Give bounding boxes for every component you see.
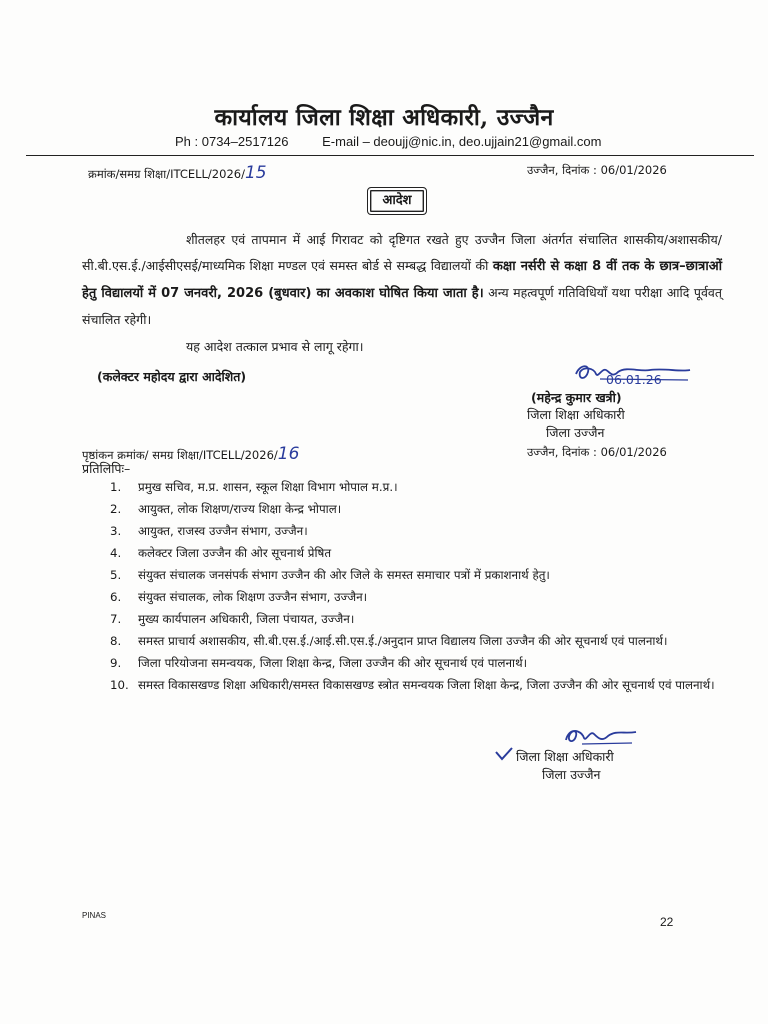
list-item: 8. समस्त प्राचार्य अशासकीय, सी.बी.एस.ई./आई.सी.एस.ई./अनुदान प्राप्त विद्यालय जिला उज्जैन की ओर सूचनार्थ एवं पालनार्थ। [110,634,668,648]
order-body-paragraph [82,227,722,333]
list-item: 4. कलेक्टर जिला उज्जैन की ओर सूचनार्थ प्रेषित [110,546,332,560]
signatory-name: (महेन्द्र कुमार खत्री) [531,390,622,405]
header-divider [26,155,754,156]
order-place-date: उज्जैन, दिनांक : 06/01/2026 [527,163,667,177]
phone-number: Ph : 0734–2517126 [175,134,289,149]
order-reference-handwritten: 15 [244,163,267,183]
signatory-place: जिला उज्जैन [546,425,605,440]
order-authority: (कलेक्टर महोदय द्वारा आदेशित) [97,369,247,384]
signatory-designation: जिला शिक्षा अधिकारी [527,407,625,422]
endorsement-reference-number: पृष्ठांकन क्रमांक/ समग्र शिक्षा/ITCELL/2026/ [82,448,278,462]
list-item: 1. प्रमुख सचिव, म.प्र. शासन, स्कूल शिक्षा विभाग भोपाल म.प्र.। [110,480,398,494]
order-body-text-1: शीतलहर एवं तापमान में आई गिरावट को दृष्टिगत रखते हुए उज्जैन जिला अंतर्गत संचालित शासकीय/अशासकीय/सी.बी.एस.ई./आईसीएसई/माध्यमिक शिक्षा मण्डल एवं समस्त बोर्ड से सम्बद्ध विद्यालयों की [82,232,722,273]
order-effect-line: यह आदेश तत्काल प्रभाव से लागू रहेगा। [186,339,364,354]
order-reference [88,163,267,183]
order-body-bold: कक्षा नर्सरी से कक्षा 8 वीं तक के छात्र–छात्राओं हेतु विद्यालयों में 07 जनवरी, 2026 (बुधवार) का अवकाश घोषित किया जाता है। [82,259,722,301]
order-heading: आदेश [367,187,427,215]
list-item: 7. मुख्य कार्यपालन अधिकारी, जिला पंचायत, उज्जैन। [110,612,355,626]
list-item: 6. संयुक्त संचालक, लोक शिक्षण उज्जैन संभाग, उज्जैन। [110,590,368,604]
order-reference-number: क्रमांक/समग्र शिक्षा/ITCELL/2026/ [88,167,245,181]
list-item: 2. आयुक्त, लोक शिक्षण/राज्य शिक्षा केन्द्र भोपाल। [110,502,342,516]
copy-to-label: प्रतिलिपिः– [82,461,131,476]
signature-date: 06.01.26 [606,372,662,387]
tick-mark [494,746,514,766]
page-number: 22 [660,915,674,929]
list-item: 5. संयुक्त संचालक जनसंपर्क संभाग उज्जैन की ओर जिले के समस्त समाचार पत्रों में प्रकाशनार्थ हेतु। [110,568,550,582]
endorsement-place-date: उज्जैन, दिनांक : 06/01/2026 [527,445,667,459]
order-body-text-2: अन्य महत्वपूर्ण गतिविधियाँ यथा परीक्षा आदि पूर्ववत् संचालित रहेगी। [82,285,723,327]
footer-tag: PINAS [82,911,107,920]
office-title: कार्यालय जिला शिक्षा अधिकारी, उज्जैन [214,104,554,131]
list-item: 9. जिला परियोजना समन्वयक, जिला शिक्षा केन्द्र, जिला उज्जैन की ओर सूचनार्थ एवं पालनार्थ। [110,656,528,670]
contact-line [175,134,601,149]
list-item: 3. आयुक्त, राजस्व उज्जैन संभाग, उज्जैन। [110,524,308,538]
copy-to-list [110,477,730,697]
signature-mark-2 [562,724,642,750]
endorsement-signatory-designation: जिला शिक्षा अधिकारी [516,749,614,764]
endorsement-reference-handwritten: 16 [277,444,300,464]
list-item: 10. समस्त विकासखण्ड शिक्षा अधिकारी/समस्त विकासखण्ड स्त्रोत समन्वयक जिला शिक्षा केन्द्र, जिला उज्जैन की ओर सूचनार्थ एवं पालनार्थ। [110,678,715,692]
endorsement-signatory-place: जिला उज्जैन [542,767,601,782]
email-addresses: E-mail – deoujj@nic.in, deo.ujjain21@gmail.com [322,134,602,149]
